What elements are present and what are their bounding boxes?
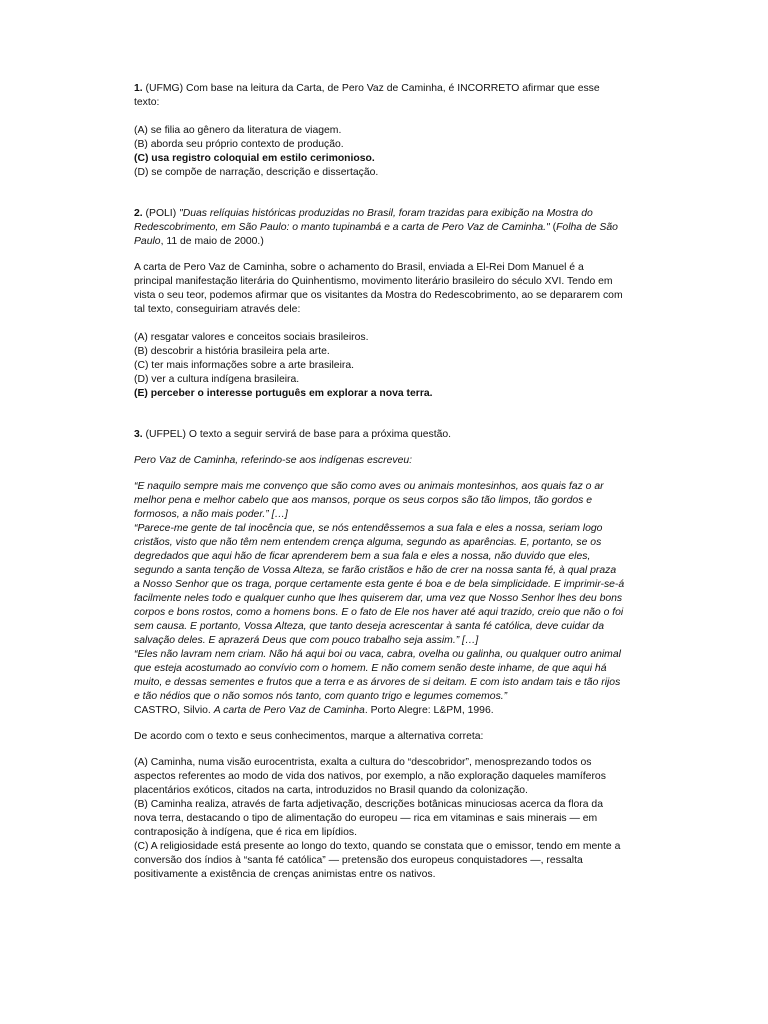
paragraph-line: tal texto, conseguiriam através dele:: [134, 304, 301, 315]
option-e-answer: (E) perceber o interesse português em explorar a nova terra.: [134, 388, 433, 399]
paragraph-line: principal manifestação literária do Quinhentismo, movimento literário brasileiro do século XVI. Tendo em: [134, 276, 613, 287]
paragraph-line: A carta de Pero Vaz de Caminha, sobre o achamento do Brasil, enviada a El-Rei Dom Manuel é a: [134, 262, 584, 273]
quote-block: “E naquilo sempre mais me convenço que são como aves ou animais montesinhos, aos quais faz o ar melhor pena e melhor cabelo que aos mansos, porque os seus corpos são tão limpos, tão gordos e formosos, a não mais poder.” […] “Parece-me gente de tal inocência que, se nós entendêssemos a sua fala e eles a nossa, seriam logo cristãos, visto que não têm nem entendem crença alguma, segundo as aparências. E, portanto, se os degredados que aqui hão de ficar aprenderem bem a sua fala e eles a nossa, não duvido que eles, segundo a santa tenção de Vossa Alteza, se farão cristãos e hão de crer na nossa santa fé, à qual praza a Nosso Senhor que os traga, porque certamente esta gente é boa e de bela simplicidade. E imprimir-se-á facilmente neles todo e qualquer cunho que lhes quiserem dar, uma vez que Nosso Senhor lhes deu bons corpos e bons rostos, como a homens bons. E o fato de Ele nos haver até aqui trazido, creio que não o foi sem causa. E portanto, Vossa Alteza, que tanto deseja acrescentar à santa fé católica, deve cuidar da salvação deles. E aprazerá Deus que com pouco trabalho seja assim.” […] “Eles não lavram nem criam. Não há aqui boi ou vaca, cabra, ovelha ou galinha, ou qualquer outro animal que esteja acostumado ao convívio com o homem. E não comem senão deste inhame, de que aqui há muito, e dessas sementes e frutos que a terra e as árvores de si deitam. E com isto andam tais e tão rijos e tão nédios que o não somos nós tanto, com quanto trigo e legumes comemos.”: [134, 481, 625, 702]
option-d: (D) se compõe de narração, descrição e dissertação.: [134, 167, 379, 178]
option-b: (B) descobrir a história brasileira pela arte.: [134, 346, 330, 357]
option-a: (A) resgatar valores e conceitos sociais brasileiros.: [134, 332, 369, 343]
question-2: 2. (POLI) "Duas relíquias históricas produzidas no Brasil, foram trazidas para exibição na Mostra do Redescobrimento, em São Paulo: o manto tupinambá e a carta de Pero Vaz de Caminha." (Folha de São Paulo, 11 de maio de 2000.) A carta de Pero Vaz de Caminha, sobre o achamento do Brasil, enviada a El-Rei Dom Manuel é a principal manifestação literária do Quinhentismo, movimento literário brasileiro do século XVI. Tendo em vista o seu teor, podemos afirmar que os visitantes da Mostra do Redescobrimento, ao se depararem com tal texto, conseguiriam através dele: (A) resgatar valores e conceitos sociais brasileiros. (B) descobrir a história brasileira pela arte. (C) ter mais informações sobre a arte brasileira. (D) ver a cultura indígena brasileira. (E) perceber o interesse português em explorar a nova terra.: [134, 207, 639, 401]
option-d: (D) ver a cultura indígena brasileira.: [134, 374, 300, 385]
question-3-intro: 3. (UFPEL) O texto a seguir servirá de base para a próxima questão.: [134, 429, 452, 440]
question-number: 2.: [134, 208, 143, 219]
question-prompt: De acordo com o texto e seus conhecimentos, marque a alternativa correta:: [134, 731, 484, 742]
option-c: (C) ter mais informações sobre a arte brasileira.: [134, 360, 355, 371]
option-a: (A) Caminha, numa visão eurocentrista, exalta a cultura do “descobridor”, menosprezando todos os: [134, 757, 592, 768]
question-3: 3. (UFPEL) O texto a seguir servirá de base para a próxima questão. Pero Vaz de Caminha, referindo-se aos indígenas escreveu: “E naquilo sempre mais me convenço que são como aves ou animais montesinhos, aos quais faz o ar melhor pena e melhor cabelo que aos mansos, porque os seus corpos são tão limpos, tão gordos e formosos, a não mais poder.” […] “Parece-me gente de tal inocência que, se nós entendêssemos a sua fala e eles a nossa, seriam logo cristãos, visto que não têm nem entendem crença alguma, segundo as aparências. E, portanto, se os degredados que aqui hão de ficar aprenderem bem a sua fala e eles a nossa, não duvido que eles, segundo a santa tenção de Vossa Alteza, se farão cristãos e hão de crer na nossa santa fé, à qual praza a Nosso Senhor que os traga, porque certamente esta gente é boa e de bela simplicidade. E imprimir-se-á facilmente neles todo e qualquer cunho que lhes quiserem dar, uma vez que Nosso Senhor lhes deu bons corpos e bons rostos, como a homens bons. E o fato de Ele nos haver até aqui trazido, creio que não o foi sem causa. E portanto, Vossa Alteza, que tanto deseja acrescentar à santa fé católica, deve cuidar da salvação deles. E aprazerá Deus que com pouco trabalho seja assim.” […] “Eles não lavram nem criam. Não há aqui boi ou vaca, cabra, ovelha ou galinha, ou qualquer outro animal que esteja acostumado ao convívio com o homem. E não comem senão deste inhame, de que aqui há muito, e dessas sementes e frutos que a terra e as árvores de si deitam. E com isto andam tais e tão rijos e tão nédios que o não somos nós tanto, com quanto trigo e legumes comemos.” CASTRO, Silvio. A carta de Pero Vaz de Caminha. Porto Alegre: L&PM, 1996. De acordo com o texto e seus conhecimentos, marque a alternativa correta: (A) Caminha, numa visão eurocentrista, exalta a cultura do “descobridor”, menosprezando todos os aspectos referentes ao modo de vida dos nativos, por exemplo, a não exploração daqueles mamíferos placentários exóticos, citados na carta, introduzidos no Brasil quando da colonização. (B) Caminha realiza, através de farta adjetivação, descrições botânicas minuciosas acerca da flora da nova terra, destacando o tipo de alimentação do europeu — rica em vitaminas e sais minerais — em contraposição à indígena, que é rica em lipídios. (C) A religiosidade está presente ao longo do texto, quando se constata que o emissor, tendo em mente a conversão dos índios à “santa fé católica” — pretensão dos europeus conquistadores —, ressalta positivamente a existência de crenças animistas entre os nativos.: [134, 428, 639, 882]
question-1-intro: 1. (UFMG) Com base na leitura da Carta, de Pero Vaz de Caminha, é INCORRETO afirmar que esse: [134, 83, 600, 94]
quote-subtitle: Pero Vaz de Caminha, referindo-se aos indígenas escreveu:: [134, 455, 413, 466]
option-b: (B) aborda seu próprio contexto de produção.: [134, 139, 344, 150]
question-1: 1. (UFMG) Com base na leitura da Carta, de Pero Vaz de Caminha, é INCORRETO afirmar que esse texto: (A) se filia ao gênero da literatura de viagem. (B) aborda seu próprio contexto de produção. (C) usa registro coloquial em estilo cerimonioso. (D) se compõe de narração, descrição e dissertação.: [134, 82, 639, 180]
option-c: (C) A religiosidade está presente ao longo do texto, quando se constata que o emissor, tendo em mente a: [134, 841, 621, 852]
question-2-intro: 2. (POLI) "Duas relíquias históricas produzidas no Brasil, foram trazidas para exibição na Mostra do: [134, 208, 593, 219]
question-number: 3.: [134, 429, 143, 440]
option-b: (B) Caminha realiza, através de farta adjetivação, descrições botânicas minuciosas acerca da flora da: [134, 799, 603, 810]
paragraph-line: vista o seu teor, podemos afirmar que os visitantes da Mostra do Redescobrimento, ao se depararem com: [134, 290, 623, 301]
quote-source: CASTRO, Silvio. A carta de Pero Vaz de Caminha. Porto Alegre: L&PM, 1996.: [134, 705, 494, 716]
question-number: 1.: [134, 83, 143, 94]
document-content: [134, 82, 639, 882]
option-c-answer: (C) usa registro coloquial em estilo cerimonioso.: [134, 153, 375, 164]
option-a: (A) se filia ao gênero da literatura de viagem.: [134, 125, 342, 136]
